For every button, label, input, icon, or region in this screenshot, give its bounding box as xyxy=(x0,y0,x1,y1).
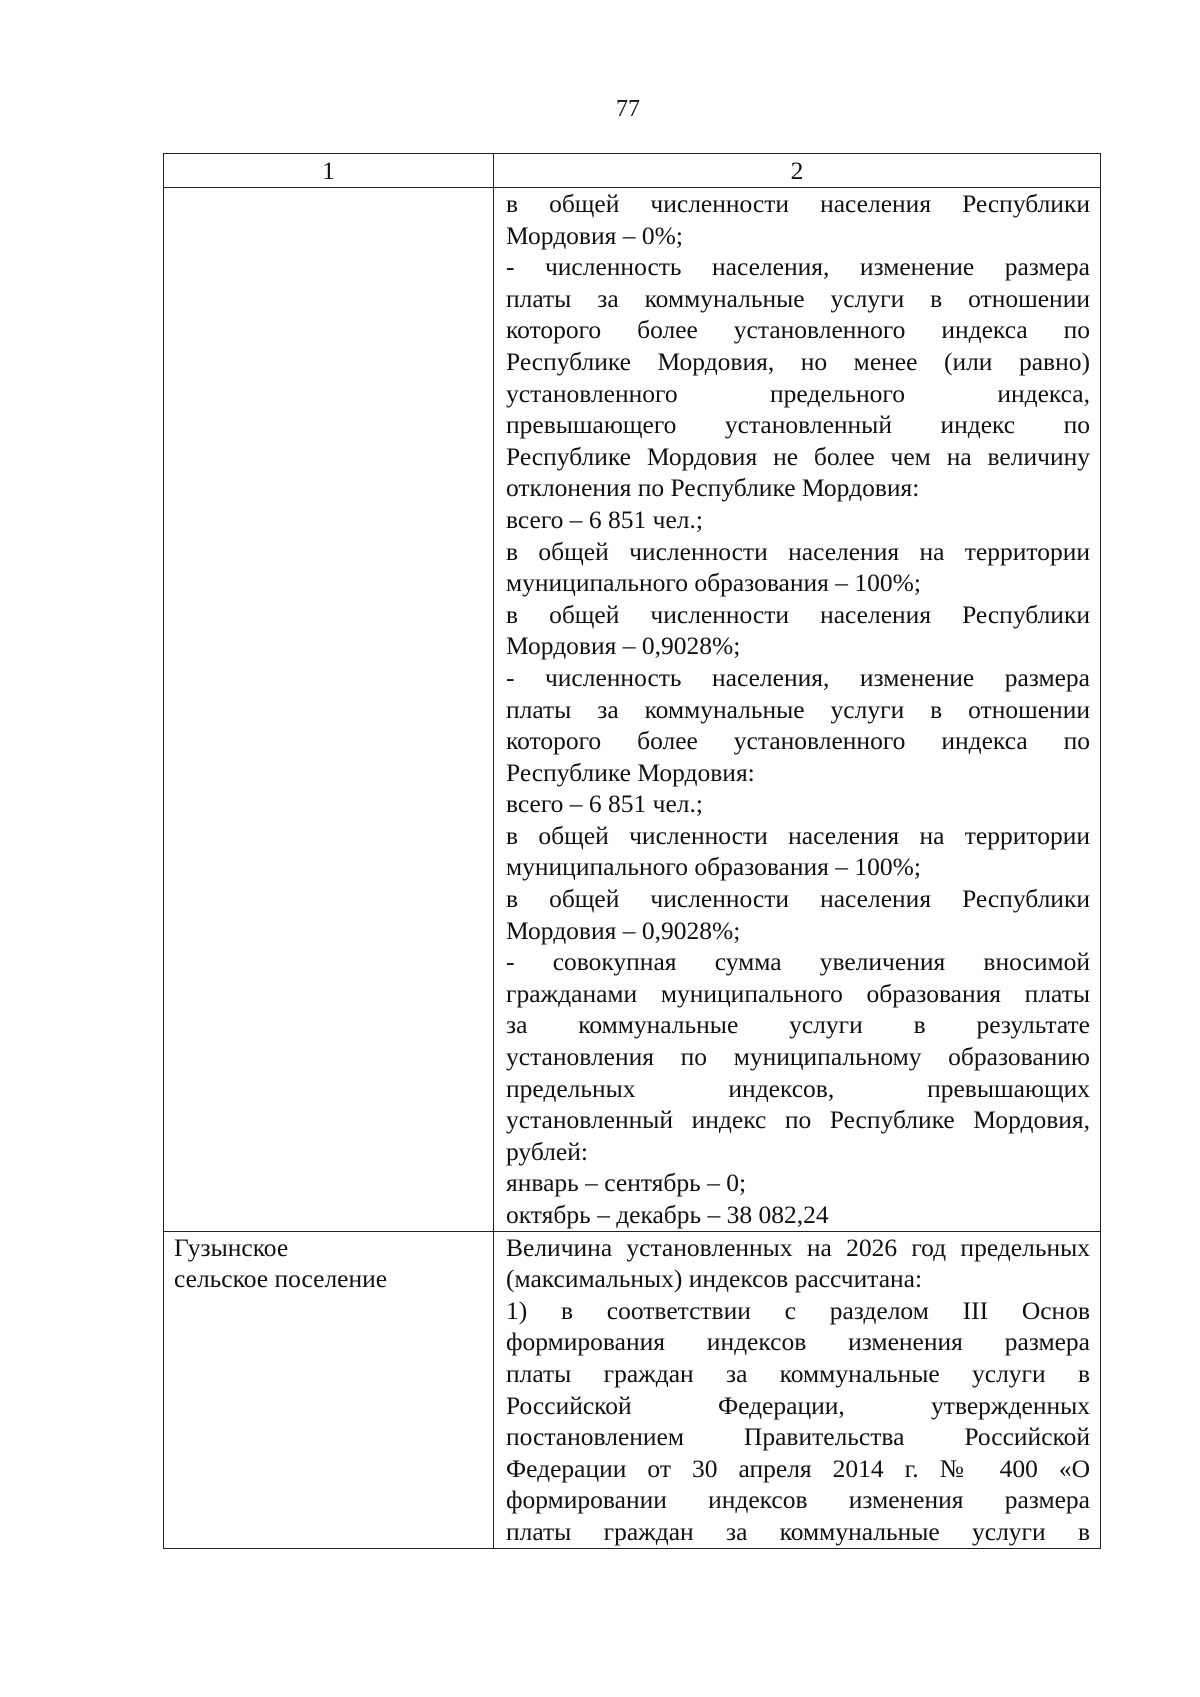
text-line: Мордовия – 0%; xyxy=(506,220,683,250)
column-header-2: 2 xyxy=(494,154,1101,188)
text-line: Величина установленных на 2026 год предельных xyxy=(506,1232,1090,1262)
text-line: платы граждан за коммунальные услуги в xyxy=(506,1516,1090,1546)
table-row xyxy=(164,1231,1101,1548)
text-line: в общей численности населения на территории xyxy=(506,536,1090,566)
text-line: постановлением Правительства Российской xyxy=(506,1422,1090,1452)
text-line: - численность населения, изменение размера xyxy=(506,662,1090,692)
municipality-name-line: сельское поселение xyxy=(174,1264,388,1294)
text-line: платы за коммунальные услуги в отношении xyxy=(506,283,1090,313)
description-cell xyxy=(494,188,1101,1232)
table-header-row xyxy=(164,154,1101,188)
text-line: январь – сентябрь – 0; xyxy=(506,1168,747,1198)
text-line: которого более установленного индекса по xyxy=(506,726,1090,756)
page-number: 77 xyxy=(616,96,640,122)
text-line: установленного предельного индекса, xyxy=(506,378,1090,408)
text-line: муниципального образования – 100%; xyxy=(506,852,921,882)
text-line: формирования индексов изменения размера xyxy=(506,1327,1090,1357)
text-line: предельных индексов, превышающих xyxy=(506,1073,1090,1103)
column-header-1: 1 xyxy=(164,154,494,188)
text-line: Республике Мордовия, но менее (или равно) xyxy=(506,346,1090,376)
text-line: платы за коммунальные услуги в отношении xyxy=(506,694,1090,724)
text-line: муниципального образования – 100%; xyxy=(506,568,921,598)
text-line: Мордовия – 0,9028%; xyxy=(506,915,741,945)
text-line: в общей численности населения Республики xyxy=(506,599,1090,629)
municipality-name-line: Гузынское xyxy=(174,1232,289,1262)
text-line: - совокупная сумма увеличения вносимой xyxy=(506,947,1090,977)
text-line: отклонения по Республике Мордовия: xyxy=(506,473,920,503)
description-cell xyxy=(494,1231,1101,1548)
text-line: превышающего установленный индекс по xyxy=(506,410,1090,440)
text-line: платы граждан за коммунальные услуги в xyxy=(506,1358,1090,1388)
text-line: октябрь – декабрь – 38 082,24 xyxy=(506,1200,829,1229)
text-line: гражданами муниципального образования платы xyxy=(506,978,1090,1008)
text-line: Мордовия – 0,9028%; xyxy=(506,631,741,661)
text-line: (максимальных) индексов рассчитана: xyxy=(506,1264,923,1294)
text-line: - численность населения, изменение размера xyxy=(506,252,1090,282)
municipality-name-cell xyxy=(164,188,494,1232)
municipality-name-cell xyxy=(164,1231,494,1548)
text-line: в общей численности населения на территории xyxy=(506,820,1090,850)
text-line: которого более установленного индекса по xyxy=(506,315,1090,345)
text-line: в общей численности населения Республики xyxy=(506,189,1090,218)
text-line: формировании индексов изменения размера xyxy=(506,1485,1090,1515)
text-line: в общей численности населения Республики xyxy=(506,884,1090,914)
text-line: установления по муниципальному образованию xyxy=(506,1042,1090,1072)
text-line: Российской Федерации, утвержденных xyxy=(506,1390,1090,1420)
text-line: за коммунальные услуги в результате xyxy=(506,1010,1090,1040)
text-line: Федерации от 30 апреля 2014 г. № 400 «О xyxy=(506,1453,1090,1483)
table-row xyxy=(164,188,1101,1232)
text-line: всего – 6 851 чел.; xyxy=(506,789,703,819)
text-line: установленный индекс по Республике Мордовия, xyxy=(506,1105,1090,1135)
text-line: рублей: xyxy=(506,1136,588,1166)
text-line: Республике Мордовия не более чем на величину xyxy=(506,441,1090,471)
text-line: всего – 6 851 чел.; xyxy=(506,504,703,534)
indices-table xyxy=(163,153,1101,1549)
text-line: 1) в соответствии с разделом III Основ xyxy=(506,1295,1090,1325)
text-line: Республике Мордовия: xyxy=(506,757,755,787)
